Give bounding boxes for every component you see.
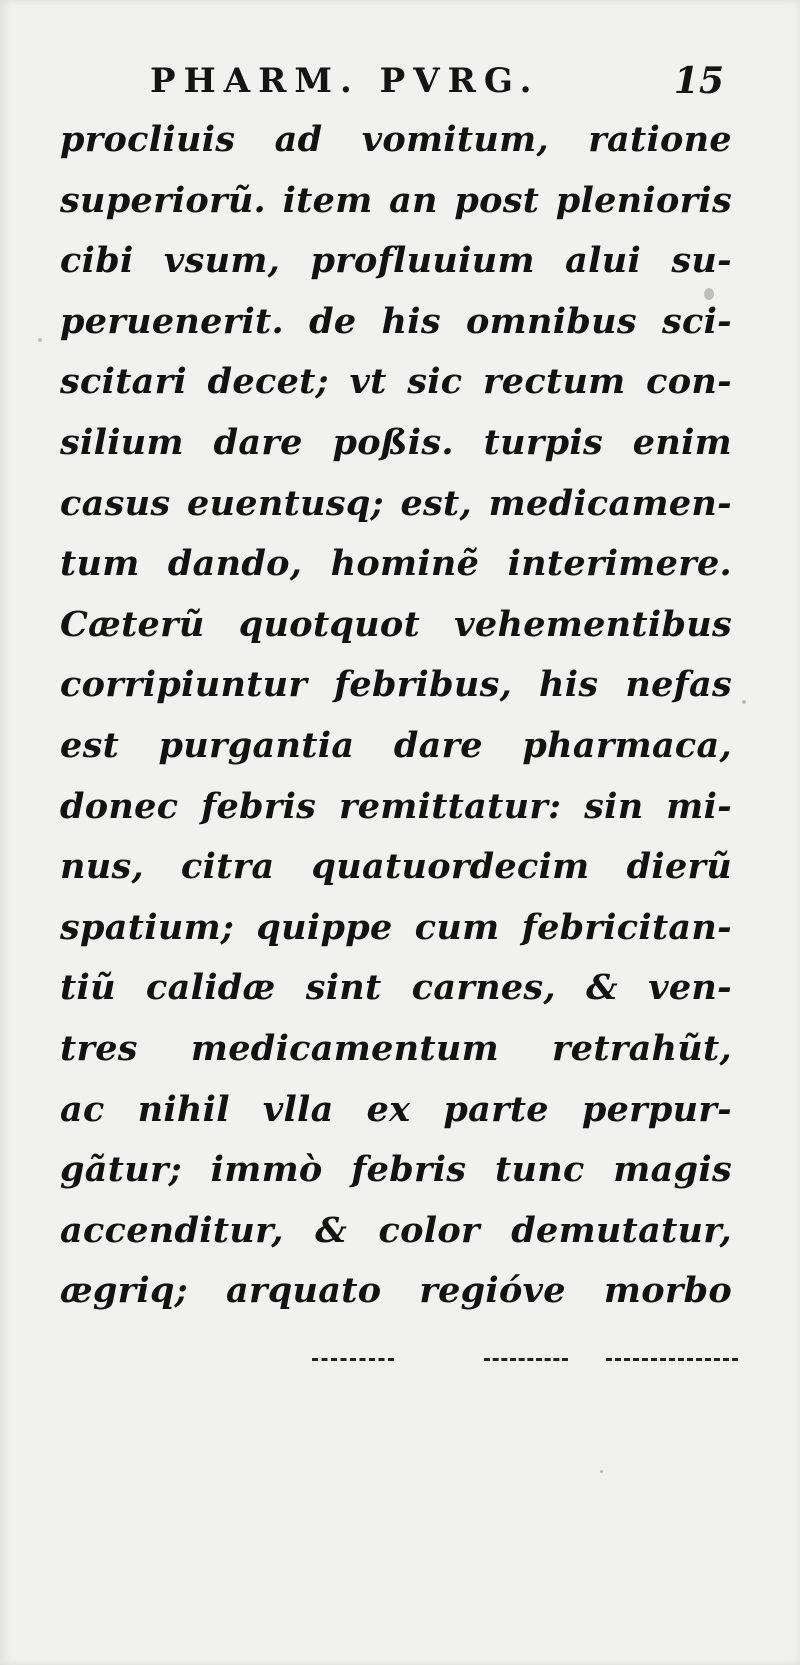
text-line: accenditur, & color demutatur, (60, 1209, 732, 1251)
text-line: donec febris remittatur: sin mi- (60, 785, 732, 827)
text-line: Cæterũ quotquot vehementibus (60, 603, 732, 645)
paper-speck (600, 1470, 603, 1473)
running-title: PHARM. PVRG. (150, 61, 540, 101)
text-line: casus euentusq; est, medicamen- (60, 482, 732, 524)
text-line: procliuis ad vomitum, ratione (60, 119, 732, 160)
text-line: superiorũ. item an post plenioris (60, 179, 732, 221)
text-line: ac nihil vlla ex parte perpur- (60, 1088, 732, 1130)
text-line: est purgantia dare pharmaca, (60, 724, 732, 766)
text-line: cibi vsum, profluuium alui su- (60, 240, 732, 282)
text-line: spatium; quippe cum febricitan- (60, 906, 732, 948)
paper-speck (742, 700, 746, 704)
text-line: tres medicamentum retrahũt, (60, 1027, 732, 1069)
text-line: scitari decet; vt sic rectum con- (60, 361, 732, 403)
text-line: peruenerit. de his omnibus sci- (60, 300, 732, 342)
paper-speck (38, 338, 42, 342)
text-line: tiũ calidæ sint carnes, & ven- (60, 967, 732, 1009)
text-line: corripiuntur febribus, his nefas (60, 664, 732, 706)
text-line: ægriq; arquato regióve morbo (60, 1270, 732, 1312)
underline-mark (484, 1358, 568, 1361)
underline-mark (312, 1358, 394, 1361)
body-text (60, 110, 732, 1322)
text-line: tum dando, hominẽ interimere. (60, 543, 732, 585)
text-line: gãtur; immò febris tunc magis (60, 1149, 732, 1191)
underline-mark (606, 1358, 738, 1361)
text-line: nus, citra quatuordecim dierũ (60, 846, 732, 888)
text-line: silium dare poßis. turpis enim (60, 421, 732, 463)
page-header (150, 56, 730, 106)
handwritten-underlines (0, 1358, 800, 1368)
page-number: 15 (673, 60, 724, 102)
